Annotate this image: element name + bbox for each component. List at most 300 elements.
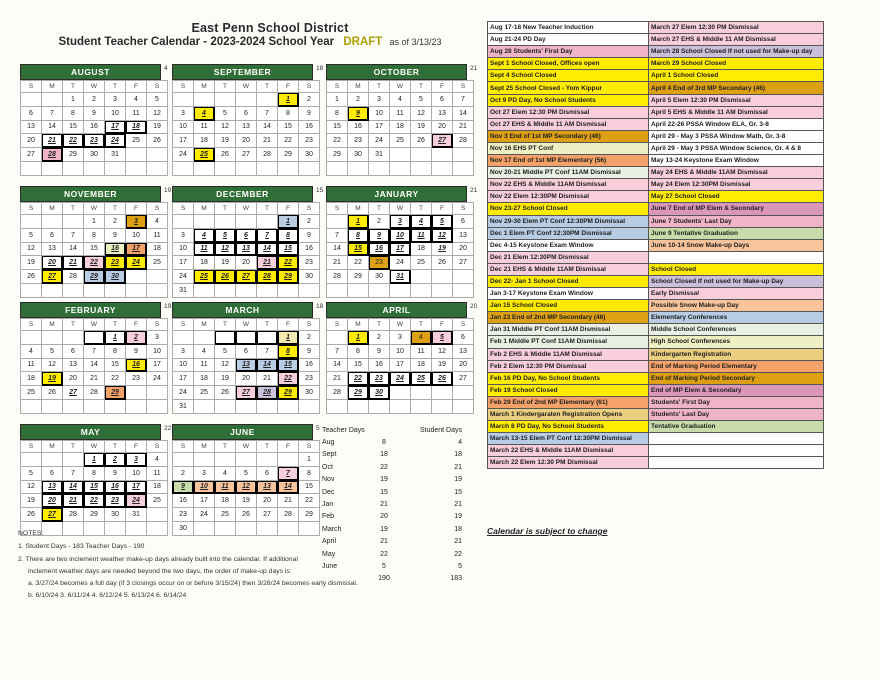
month-grid: [20, 318, 168, 414]
day-cell: 28: [63, 508, 84, 522]
event-row: Nov 22 EHS & Middle 11AM Dismissal: [488, 179, 649, 191]
teacher-days-value: 18: [380, 451, 388, 459]
day-of-week-header: T: [369, 203, 390, 215]
day-of-week-header: W: [84, 203, 105, 215]
day-cell: 27: [21, 148, 42, 162]
day-cell: 12: [42, 358, 63, 372]
day-cell: [42, 215, 63, 229]
day-cell: 17: [126, 242, 147, 256]
day-cell: [453, 270, 474, 284]
month-title: JANUARY: [326, 186, 467, 202]
day-cell: [84, 283, 105, 297]
day-of-week-row: [173, 203, 320, 215]
day-cell: 18: [411, 242, 432, 256]
day-of-week-header: F: [432, 203, 453, 215]
month-student-days-count: 5: [316, 425, 320, 432]
day-cell: 5: [411, 93, 432, 107]
event-row: School Closed If not used for Make-up Day: [649, 275, 824, 287]
empty-row: [649, 251, 824, 263]
event-row: March 8 PD Day, No School Students: [488, 421, 649, 433]
day-cell: [63, 399, 84, 413]
day-cell: [278, 399, 299, 413]
day-of-week-header: F: [126, 81, 147, 93]
day-cell: 30: [173, 521, 194, 535]
day-cell: [147, 161, 168, 175]
event-row: Jan 31 Middle PT Conf 11AM Dismissal: [488, 324, 649, 336]
day-cell: [194, 161, 215, 175]
day-cell: 29: [278, 270, 299, 284]
day-cell: [147, 148, 168, 162]
day-cell: 3: [173, 344, 194, 358]
event-table-row: [488, 70, 824, 82]
week-row: [327, 256, 474, 270]
day-cell: 26: [21, 508, 42, 522]
week-row: [21, 120, 168, 134]
day-cell: 16: [299, 358, 320, 372]
day-cell: 26: [147, 134, 168, 148]
day-cell: 9: [369, 228, 390, 242]
day-cell: 3: [126, 215, 147, 229]
week-row: [327, 93, 474, 107]
event-row: End of Marking Period Elementary: [649, 360, 824, 372]
day-cell: [42, 283, 63, 297]
month-grid: [172, 440, 320, 536]
month-november: [20, 186, 172, 298]
day-cell: 6: [42, 228, 63, 242]
month-title: AUGUST: [20, 64, 161, 80]
event-row: Early Dismissal: [649, 288, 824, 300]
events-table: [487, 21, 824, 469]
day-of-week-header: S: [21, 203, 42, 215]
event-table-row: [488, 312, 824, 324]
day-cell: [21, 283, 42, 297]
event-row: March 29 School Closed: [649, 58, 824, 70]
day-cell: 9: [299, 228, 320, 242]
day-of-week-header: F: [278, 81, 299, 93]
month-student-days-count: 18: [316, 303, 324, 310]
event-table-row: [488, 130, 824, 142]
day-cell: 3: [173, 106, 194, 120]
day-cell: 16: [369, 242, 390, 256]
day-cell: 24: [390, 372, 411, 386]
day-cell: 29: [105, 386, 126, 400]
day-of-week-row: [21, 203, 168, 215]
week-row: [173, 283, 320, 297]
week-row: [327, 161, 474, 175]
day-cell: 5: [147, 93, 168, 107]
day-cell: [369, 161, 390, 175]
day-cell: 4: [411, 331, 432, 345]
day-cell: 26: [236, 508, 257, 522]
day-cell: [369, 283, 390, 297]
week-row: [173, 399, 320, 413]
day-cell: [105, 161, 126, 175]
day-cell: 24: [126, 256, 147, 270]
week-row: [173, 480, 320, 494]
student-days-value: 18: [454, 525, 462, 533]
day-cell: 21: [63, 256, 84, 270]
day-cell: 13: [257, 480, 278, 494]
day-cell: 30: [299, 386, 320, 400]
day-cell: 2: [299, 93, 320, 107]
day-cell: 19: [215, 134, 236, 148]
day-of-week-header: S: [327, 319, 348, 331]
event-row: April 4 End of 3rd MP Secondary (46): [649, 82, 824, 94]
event-row: March 27 EHS & Middle 11 AM Dismissal: [649, 34, 824, 46]
event-row: Nov 22 Elem 12:30PM Dismissal: [488, 191, 649, 203]
week-row: [21, 256, 168, 270]
day-of-week-header: S: [173, 441, 194, 453]
event-row: May 27 School Closed: [649, 191, 824, 203]
day-cell: 2: [369, 331, 390, 345]
week-row: [21, 228, 168, 242]
month-title: FEBRUARY: [20, 302, 161, 318]
event-row: Nov 17 End of 1st MP Elementary (56): [488, 155, 649, 167]
day-cell: 2: [126, 331, 147, 345]
week-row: [21, 494, 168, 508]
day-cell: 1: [348, 331, 369, 345]
week-row: [173, 331, 320, 345]
day-cell: 9: [126, 344, 147, 358]
day-cell: [453, 399, 474, 413]
day-cell: 28: [84, 386, 105, 400]
day-cell: 19: [21, 256, 42, 270]
day-cell: [63, 215, 84, 229]
day-cell: 18: [215, 494, 236, 508]
day-cell: [411, 148, 432, 162]
day-cell: 2: [105, 215, 126, 229]
day-cell: 19: [411, 120, 432, 134]
day-cell: [453, 161, 474, 175]
week-row: [173, 242, 320, 256]
day-cell: 2: [299, 215, 320, 229]
day-cell: 3: [390, 215, 411, 229]
week-row: [21, 508, 168, 522]
day-cell: 30: [105, 508, 126, 522]
week-row: [327, 386, 474, 400]
day-cell: [369, 399, 390, 413]
day-cell: 9: [173, 480, 194, 494]
day-cell: [126, 386, 147, 400]
week-row: [21, 161, 168, 175]
day-cell: 28: [257, 386, 278, 400]
day-cell: 10: [126, 228, 147, 242]
day-cell: [327, 399, 348, 413]
day-cell: 13: [63, 358, 84, 372]
day-cell: [327, 161, 348, 175]
month-grid: [326, 318, 474, 414]
day-cell: 19: [215, 372, 236, 386]
day-cell: 23: [105, 256, 126, 270]
day-cell: [173, 161, 194, 175]
day-cell: 18: [147, 480, 168, 494]
day-cell: 30: [105, 270, 126, 284]
day-cell: 22: [348, 372, 369, 386]
day-cell: 25: [147, 494, 168, 508]
notes-line-5: b. 6/10/24 3. 6/11/24 4. 6/12/24 5. 6/13/24 6. 6/14/24: [28, 592, 187, 599]
day-cell: 24: [390, 256, 411, 270]
month-title: SEPTEMBER: [172, 64, 313, 80]
month-label: Dec: [322, 488, 335, 496]
day-cell: 22: [278, 256, 299, 270]
event-row: Oct 27 EHS & Middle 11 AM Dismissal: [488, 118, 649, 130]
notes-line-1: 1. Student Days - 183 Teacher Days - 190: [18, 543, 145, 550]
month-may: [20, 424, 172, 536]
day-cell: 3: [173, 228, 194, 242]
day-cell: [390, 399, 411, 413]
day-cell: 1: [105, 331, 126, 345]
day-cell: [278, 283, 299, 297]
event-table-row: [488, 275, 824, 287]
day-of-week-header: T: [411, 203, 432, 215]
day-cell: [105, 399, 126, 413]
day-cell: [194, 93, 215, 107]
day-cell: [21, 331, 42, 345]
day-cell: 1: [278, 93, 299, 107]
day-of-week-header: M: [42, 319, 63, 331]
day-cell: 8: [105, 344, 126, 358]
day-cell: [390, 386, 411, 400]
day-cell: [411, 283, 432, 297]
day-cell: [21, 215, 42, 229]
event-table-row: [488, 445, 824, 457]
day-cell: 1: [278, 215, 299, 229]
day-cell: 7: [453, 93, 474, 107]
day-cell: 6: [453, 331, 474, 345]
event-row: Nov 23-27 School Closed: [488, 203, 649, 215]
event-row: Feb 2 Elem 12:30 PM Dismissal: [488, 360, 649, 372]
day-of-week-header: W: [236, 319, 257, 331]
day-cell: 14: [257, 242, 278, 256]
event-row: June 10-14 Snow Make-up Days: [649, 239, 824, 251]
day-of-week-header: T: [63, 81, 84, 93]
day-cell: [299, 283, 320, 297]
day-cell: 7: [257, 106, 278, 120]
day-of-week-header: M: [194, 319, 215, 331]
day-cell: 17: [390, 358, 411, 372]
day-cell: [215, 399, 236, 413]
day-cell: 4: [194, 228, 215, 242]
day-cell: [432, 148, 453, 162]
day-cell: 5: [21, 228, 42, 242]
day-cell: 8: [84, 228, 105, 242]
month-june: [172, 424, 320, 536]
day-cell: 15: [105, 358, 126, 372]
day-of-week-header: F: [432, 319, 453, 331]
event-row: Tentative Graduation: [649, 421, 824, 433]
day-cell: 9: [105, 228, 126, 242]
day-cell: 27: [63, 386, 84, 400]
day-cell: 12: [215, 242, 236, 256]
day-cell: 9: [348, 106, 369, 120]
event-row: June 7 End of MP Elem & Secondary: [649, 203, 824, 215]
day-cell: 15: [84, 480, 105, 494]
day-of-week-header: M: [42, 441, 63, 453]
month-student-days-count: 18: [316, 65, 324, 72]
day-cell: [348, 161, 369, 175]
day-of-week-header: T: [257, 81, 278, 93]
day-cell: [173, 93, 194, 107]
day-of-week-header: S: [453, 319, 474, 331]
day-cell: [105, 283, 126, 297]
event-table-row: [488, 336, 824, 348]
day-cell: 15: [84, 242, 105, 256]
event-row: Dec 21 EHS & Middle 11AM Dismissal: [488, 263, 649, 275]
week-row: [21, 148, 168, 162]
day-cell: [21, 161, 42, 175]
day-cell: [126, 283, 147, 297]
day-cell: 14: [63, 480, 84, 494]
day-cell: 21: [278, 494, 299, 508]
day-cell: [147, 283, 168, 297]
event-table-row: [488, 324, 824, 336]
days-count-header-row: [322, 424, 462, 436]
event-row: Oct 27 Elem 12:30 PM Dismissal: [488, 106, 649, 118]
day-of-week-header: M: [194, 81, 215, 93]
day-cell: 14: [257, 120, 278, 134]
day-cell: 30: [348, 148, 369, 162]
month-label: June: [322, 562, 338, 570]
day-cell: 15: [278, 242, 299, 256]
event-row: Possible Snow Make-up Day: [649, 300, 824, 312]
month-february: [20, 302, 172, 414]
day-of-week-row: [173, 319, 320, 331]
day-of-week-header: S: [147, 81, 168, 93]
day-of-week-header: F: [278, 441, 299, 453]
day-cell: 17: [194, 494, 215, 508]
day-of-week-row: [327, 81, 474, 93]
day-cell: 14: [327, 242, 348, 256]
day-cell: 11: [21, 358, 42, 372]
week-row: [173, 358, 320, 372]
notes-line-3: inclement weather days are needed beyond the two days, the order of make-up days is:: [28, 568, 292, 575]
day-cell: 2: [348, 93, 369, 107]
day-cell: [236, 331, 257, 345]
week-row: [173, 256, 320, 270]
day-of-week-header: S: [327, 81, 348, 93]
day-cell: 3: [390, 331, 411, 345]
day-cell: 17: [105, 120, 126, 134]
day-cell: 6: [63, 344, 84, 358]
day-cell: 28: [63, 270, 84, 284]
day-cell: 4: [194, 106, 215, 120]
event-row: School Closed: [649, 263, 824, 275]
day-of-week-header: W: [236, 81, 257, 93]
day-cell: 22: [105, 372, 126, 386]
event-row: Nov 3 End of 1st MP Secondary (46): [488, 130, 649, 142]
week-row: [21, 372, 168, 386]
day-of-week-header: W: [236, 441, 257, 453]
day-cell: 29: [327, 148, 348, 162]
day-cell: [147, 399, 168, 413]
student-days-value: 5: [458, 562, 462, 570]
day-cell: 6: [236, 344, 257, 358]
day-of-week-header: T: [369, 81, 390, 93]
day-cell: [411, 386, 432, 400]
day-of-week-header: S: [299, 319, 320, 331]
day-cell: 2: [173, 466, 194, 480]
week-row: [327, 215, 474, 229]
event-row: Sept 1 School Closed, Offices open: [488, 58, 649, 70]
day-cell: 10: [173, 358, 194, 372]
week-row: [21, 331, 168, 345]
day-cell: 4: [411, 215, 432, 229]
day-cell: 1: [84, 215, 105, 229]
day-cell: 16: [105, 242, 126, 256]
day-cell: 4: [147, 215, 168, 229]
day-cell: 23: [348, 134, 369, 148]
day-cell: [84, 161, 105, 175]
day-cell: 15: [348, 358, 369, 372]
day-cell: 16: [105, 480, 126, 494]
day-cell: 21: [453, 120, 474, 134]
week-row: [327, 344, 474, 358]
week-row: [173, 148, 320, 162]
event-row: June 7 Students' Last Day: [649, 215, 824, 227]
day-cell: 20: [453, 242, 474, 256]
event-row: April 29 - May 3 PSSA Window Science, Gr. 4 & 8: [649, 142, 824, 154]
day-cell: [411, 270, 432, 284]
student-days-value: 21: [454, 463, 462, 471]
day-cell: 17: [173, 372, 194, 386]
day-cell: 25: [411, 256, 432, 270]
day-cell: [173, 331, 194, 345]
day-cell: 12: [21, 242, 42, 256]
day-cell: 2: [105, 453, 126, 467]
week-row: [173, 228, 320, 242]
event-row: Aug 17-18 New Teacher Induction: [488, 22, 649, 34]
day-of-week-header: W: [84, 81, 105, 93]
day-of-week-header: F: [432, 81, 453, 93]
day-of-week-header: T: [257, 441, 278, 453]
day-cell: 18: [126, 120, 147, 134]
day-cell: 20: [236, 256, 257, 270]
day-cell: 26: [411, 134, 432, 148]
day-cell: 3: [194, 466, 215, 480]
teacher-days-value: 22: [380, 550, 388, 558]
day-cell: [63, 283, 84, 297]
month-student-days-count: 15: [316, 187, 324, 194]
day-cell: 5: [432, 331, 453, 345]
event-table-row: [488, 203, 824, 215]
day-cell: 20: [453, 358, 474, 372]
month-title: OCTOBER: [326, 64, 467, 80]
day-cell: [194, 215, 215, 229]
day-cell: 21: [327, 256, 348, 270]
footer-note: Calendar is subject to change: [487, 526, 608, 536]
month-title: NOVEMBER: [20, 186, 161, 202]
event-row: Aug 28 Students' First Day: [488, 46, 649, 58]
day-cell: [236, 399, 257, 413]
days-count-row: [322, 498, 462, 510]
day-cell: 6: [21, 106, 42, 120]
day-cell: 24: [147, 372, 168, 386]
event-row: Middle School Conferences: [649, 324, 824, 336]
event-row: June 9 Tentative Graduation: [649, 227, 824, 239]
day-cell: [147, 508, 168, 522]
day-cell: 31: [173, 283, 194, 297]
day-of-week-header: T: [63, 203, 84, 215]
day-cell: 8: [278, 228, 299, 242]
day-of-week-header: T: [411, 319, 432, 331]
week-row: [21, 386, 168, 400]
day-cell: [42, 161, 63, 175]
day-cell: 7: [84, 344, 105, 358]
event-table-row: [488, 106, 824, 118]
day-cell: 15: [299, 480, 320, 494]
day-cell: 8: [299, 466, 320, 480]
day-cell: 29: [84, 508, 105, 522]
